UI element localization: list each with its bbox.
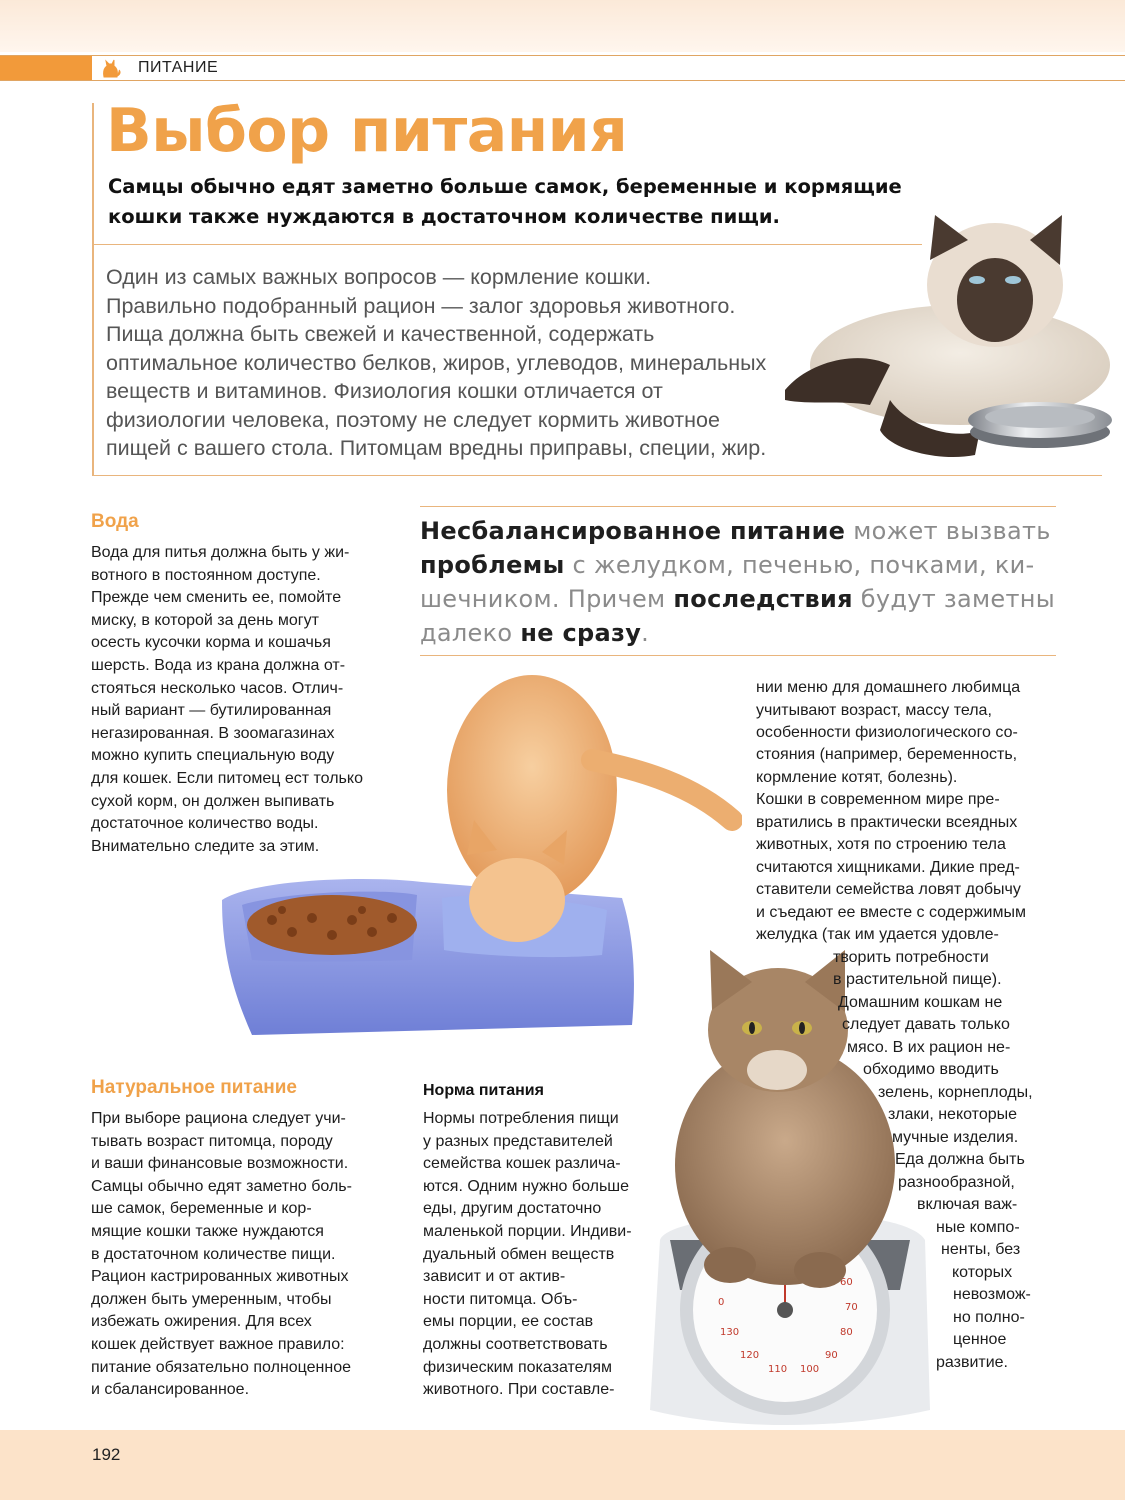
text-line: считаются хищниками. Дикие пред- (756, 859, 1020, 876)
scale-number: 130 (720, 1327, 740, 1338)
text-line: ются. Одним нужно больше (423, 1177, 630, 1195)
intro-paragraph (106, 263, 796, 463)
lead-paragraph: Самцы обычно едят заметно больше самок, беременные и кормящие кошки также нуждаются в достаточном количестве пищи. (108, 175, 902, 228)
text-line: в растительной пище). (833, 971, 1002, 988)
scale-number: 0 (718, 1297, 725, 1308)
callout-text: будут заметны (852, 585, 1055, 613)
text-line: избежать ожирения. Для всех (91, 1313, 312, 1331)
scale-number: 110 (768, 1364, 788, 1375)
callout-line (420, 582, 1060, 616)
callout-bold: проблемы (420, 551, 565, 579)
text-line: обходимо вводить (863, 1061, 999, 1078)
text-line: для кошек. Если питомец ест только (91, 769, 363, 787)
cat-silhouette-icon (100, 58, 122, 78)
text-line: в достаточном количестве пищи. (91, 1245, 336, 1263)
text-line: дуальный обмен веществ (423, 1245, 615, 1263)
text-line: зелень, корнеплоды, (878, 1084, 1033, 1101)
text-line: у разных представителей (423, 1132, 613, 1150)
callout-text: шечником. Причем (420, 585, 674, 613)
scale-number: 100 (800, 1364, 820, 1375)
text-line: шерсть. Вода из крана должна от- (91, 656, 346, 674)
text-line: ненты, без (941, 1241, 1021, 1258)
text-line: осесть кусочки корма и кошачья (91, 634, 331, 652)
text-line: сухой корм, он должен выпивать (91, 792, 335, 810)
section-label: ПИТАНИЕ (138, 59, 219, 76)
footer-band (0, 1430, 1125, 1500)
section-header (0, 55, 1125, 81)
callout-bold: последствия (673, 585, 853, 613)
callout-text: далеко (420, 619, 521, 647)
text-line: негазированная. В зоомагазинах (91, 724, 335, 742)
text-line: Внимательно следите за этим. (91, 837, 320, 855)
text-line: емы порции, ее состав (423, 1313, 594, 1331)
section-color-tab (0, 56, 92, 80)
text-line: учитывают возраст, массу тела, (756, 702, 992, 719)
scale-number: 90 (825, 1350, 838, 1361)
text-line: достаточное количество воды. (91, 815, 319, 833)
text-line: ный вариант — бутилированная (91, 702, 332, 720)
text-line: семейства кошек различа- (423, 1155, 621, 1173)
title-rule (92, 103, 94, 475)
callout-rule-bottom (420, 655, 1056, 656)
page-number: 192 (92, 1445, 121, 1464)
text-line: следует давать только (842, 1016, 1010, 1033)
text-line: включая важ- (917, 1196, 1018, 1213)
text-line: мучные изделия. (892, 1129, 1019, 1146)
text-line: мящие кошки также нуждаются (91, 1222, 324, 1240)
top-band (0, 0, 1125, 52)
natural-heading: Натуральное питание (91, 1077, 297, 1098)
text-line: творить потребности (833, 949, 989, 966)
text-line: и съедают ее вместе с содержимым (756, 904, 1026, 921)
callout-bold: не сразу (520, 619, 642, 647)
intro-line: физиологии человека, поэтому не следует кормить животное (106, 407, 720, 432)
callout-line (420, 548, 1060, 582)
text-line: должен быть умеренным, чтобы (91, 1290, 332, 1308)
callout-line (420, 616, 1060, 650)
text-line: разнообразной, (898, 1174, 1015, 1191)
text-line: ставители семейства ловят добычу (756, 881, 1021, 898)
text-line: Рацион кастрированных животных (91, 1268, 349, 1286)
callout-bold: Несбалансированное питание (420, 517, 846, 545)
norma-text (423, 1108, 653, 1402)
text-line: вратились в практически всеядных (756, 814, 1018, 831)
text-line: Вода для питья должна быть у жи- (91, 544, 350, 561)
text-line: кошек действует важное правило: (91, 1335, 345, 1353)
callout-line (420, 514, 1060, 548)
text-line: стояться несколько часов. Отлич- (91, 679, 344, 697)
text-line: миску, в которой за день могут (91, 611, 319, 629)
text-line: ности питомца. Объ- (423, 1290, 578, 1308)
intro-rule (92, 475, 1102, 476)
text-line: нии меню для домашнего любимца (756, 679, 1021, 696)
text-line: должны соответствовать (423, 1335, 608, 1353)
text-line: Кошки в современном мире пре- (756, 791, 1000, 808)
callout-quote (420, 514, 1060, 650)
callout-text: . (641, 619, 650, 647)
tabby-cat-on-scale-image (640, 940, 940, 1430)
text-line: физическим показателям (423, 1358, 613, 1376)
text-line: Прежде чем сменить ее, помойте (91, 589, 342, 607)
text-line: животных, хотя по строению тела (756, 836, 1006, 853)
text-line: невозмож- (953, 1286, 1031, 1303)
text-line: желудка (так им удается удовле- (756, 926, 999, 943)
intro-line: Правильно подобранный рацион — залог здоровья животного. (106, 293, 736, 318)
intro-line: пищей с вашего стола. Питомцам вредны приправы, специи, жир. (106, 436, 767, 460)
text-line: и сбалансированное. (91, 1381, 250, 1399)
scale-number: 120 (740, 1350, 760, 1361)
intro-line: оптимальное количество белков, жиров, углеводов, минеральных (106, 350, 767, 375)
scale-number: 60 (840, 1277, 853, 1288)
text-line: зависит и от актив- (423, 1268, 566, 1286)
natural-text (91, 1108, 391, 1402)
text-line: мясо. В их рацион не- (847, 1039, 1011, 1056)
text-line: ные компо- (936, 1219, 1020, 1236)
text-line: кормление котят, болезнь). (756, 769, 958, 786)
norma-heading: Норма питания (423, 1082, 544, 1099)
text-line: тывать возраст питомца, породу (91, 1132, 333, 1150)
text-line: животного. При составле- (423, 1381, 615, 1399)
page-title: Выбор питания (106, 96, 628, 166)
callout-rule-top (420, 506, 1056, 507)
text-line: Еда должна быть (895, 1151, 1025, 1168)
text-line: Нормы потребления пищи (423, 1110, 619, 1127)
callout-text: может вызвать (845, 517, 1051, 545)
text-line: и ваши финансовые возможности. (91, 1155, 349, 1173)
text-line: ше самок, беременные и кор- (91, 1200, 312, 1218)
text-line: вотного в постоянном доступе. (91, 566, 321, 584)
text-line: злаки, некоторые (888, 1106, 1018, 1123)
text-line: маленькой порции. Индиви- (423, 1222, 632, 1240)
text-line: которых (952, 1264, 1013, 1281)
water-heading: Вода (91, 511, 139, 532)
text-line: стояния (например, беременность, (756, 746, 1018, 763)
intro-line: веществ и витаминов. Физиология кошки отличается от (106, 379, 663, 403)
intro-line: Пища должна быть свежей и качественной, содержать (106, 322, 655, 346)
intro-line: Один из самых важных вопросов — кормление кошки. (106, 265, 652, 289)
text-line: еды, другим достаточно (423, 1200, 602, 1218)
text-line: Самцы обычно едят заметно боль- (91, 1177, 352, 1195)
siamese-cat-image (770, 200, 1115, 470)
text-line: питание обязательно полноценное (91, 1358, 352, 1376)
text-line: можно купить специальную воду (91, 747, 335, 765)
text-line: особенности физиологического со- (756, 724, 1018, 741)
text-line: но полно- (953, 1309, 1025, 1326)
scale-number: 80 (840, 1327, 853, 1338)
text-line: ценное (953, 1331, 1007, 1348)
text-line: развитие. (936, 1354, 1008, 1371)
text-line: При выборе рациона следует учи- (91, 1110, 346, 1127)
text-line: Домашним кошкам не (838, 994, 1003, 1011)
scale-number: 70 (845, 1302, 858, 1313)
callout-text: с желудком, печенью, почками, ки- (564, 551, 1035, 579)
